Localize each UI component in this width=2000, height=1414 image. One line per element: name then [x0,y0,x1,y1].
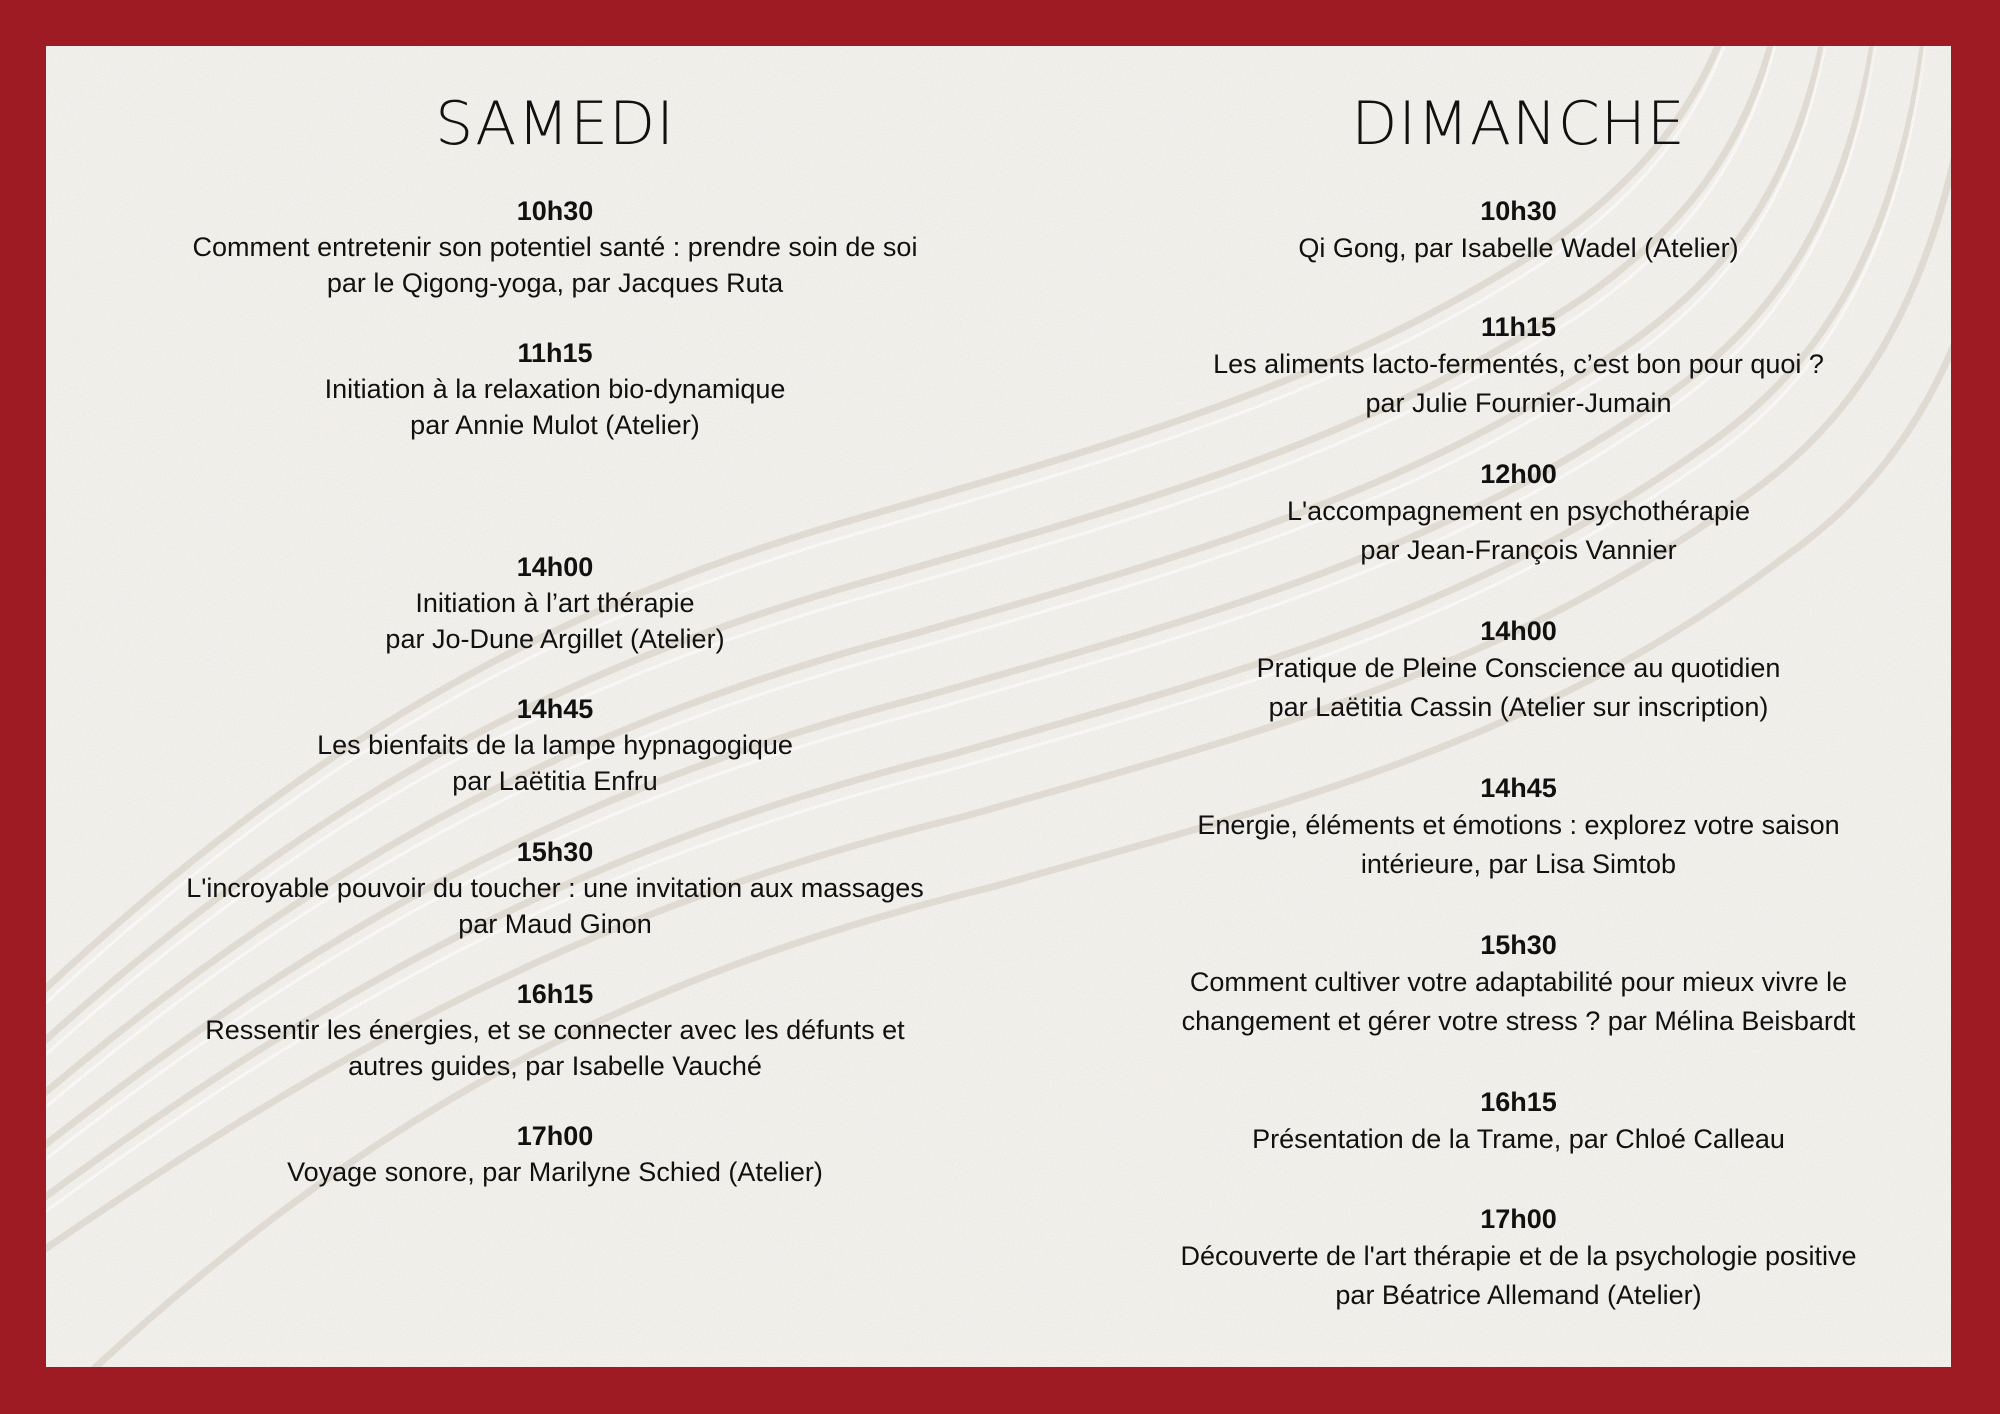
event-time: 10h30 [1480,196,1557,226]
schedule-entry-sat-1115 [90,335,1020,443]
event-description-line: Initiation à la relaxation bio-dynamique [324,374,786,404]
event-time: 16h15 [1480,1087,1557,1117]
event-description-line: Energie, éléments et émotions : explorez votre saison [1197,810,1840,840]
event-description-line: Pratique de Pleine Conscience au quotidien [1256,653,1781,683]
event-time: 16h15 [516,979,594,1009]
event-description-line: Comment cultiver votre adaptabilité pour mieux vivre le [1189,967,1848,997]
event-time: 15h30 [1480,930,1557,960]
event-time: 14h45 [1480,773,1557,803]
schedule-entry-sun-1700 [1051,1201,1951,1315]
schedule-entry-sun-1200 [1051,456,1951,570]
event-description-line: par Jean-François Vannier [1360,535,1677,565]
program-page [46,46,1951,1367]
event-time: 17h00 [516,1121,594,1151]
event-time: 14h00 [1480,616,1557,646]
schedule-entry-sat-1530 [90,834,1020,942]
event-description-line: Initiation à l’art thérapie [415,588,695,618]
schedule-entry-sun-1030 [1051,193,1951,268]
schedule-entry-sat-1445 [90,691,1020,799]
event-time: 14h45 [516,694,594,724]
event-description-line: Les aliments lacto-fermentés, c’est bon pour quoi ? [1213,349,1824,379]
event-description-line: par Laëtitia Enfru [452,766,658,796]
schedule-entry-sun-1115 [1051,309,1951,423]
event-description-line: par Béatrice Allemand (Atelier) [1335,1280,1702,1310]
schedule-entry-sun-1615 [1051,1084,1951,1159]
event-time: 15h30 [516,837,594,867]
event-time: 17h00 [1480,1204,1557,1234]
event-time: 11h15 [517,338,593,368]
event-description-line: Découverte de l'art thérapie et de la psychologie positive [1180,1241,1857,1271]
event-description-line: L'incroyable pouvoir du toucher : une invitation aux massages [186,873,924,903]
event-description-line: Les bienfaits de la lampe hypnagogique [317,730,793,760]
event-description-line: intérieure, par Lisa Simtob [1360,849,1677,879]
event-description-line: par Julie Fournier-Jumain [1365,388,1672,418]
schedule-entry-sun-1400 [1051,613,1951,727]
schedule-entry-sat-1615 [90,976,1020,1084]
schedule-entry-sun-1445 [1051,770,1951,884]
event-description-line: par Jo-Dune Argillet (Atelier) [385,624,725,654]
event-description-line: changement et gérer votre stress ? par Mélina Beisbardt [1181,1006,1856,1036]
event-time: 14h00 [516,552,594,582]
event-description-line: par Annie Mulot (Atelier) [410,410,700,440]
sunday-title: DIMANCHE [1351,89,1686,159]
event-description-line: par Maud Ginon [458,909,652,939]
event-description-line: Voyage sonore, par Marilyne Schied (Atelier) [287,1157,823,1187]
event-time: 12h00 [1480,459,1557,489]
event-description-line: Comment entretenir son potentiel santé : prendre soin de soi [192,232,918,262]
saturday-title: SAMEDI [435,89,675,159]
event-description-line: par le Qigong-yoga, par Jacques Ruta [326,268,784,298]
schedule-entry-sat-1030 [90,193,1020,301]
event-description-line: Présentation de la Trame, par Chloé Calleau [1252,1124,1785,1154]
event-time: 11h15 [1480,312,1557,342]
schedule-entry-sat-1400 [90,549,1020,657]
event-description-line: Qi Gong, par Isabelle Wadel (Atelier) [1298,233,1739,263]
event-description-line: L'accompagnement en psychothérapie [1287,496,1750,526]
event-description-line: Ressentir les énergies, et se connecter avec les défunts et [205,1015,905,1045]
event-time: 10h30 [516,196,594,226]
event-description-line: autres guides, par Isabelle Vauché [348,1051,762,1081]
event-description-line: par Laëtitia Cassin (Atelier sur inscription) [1268,692,1769,722]
schedule-entry-sun-1530 [1051,927,1951,1041]
schedule-entry-sat-1700 [90,1118,1020,1190]
